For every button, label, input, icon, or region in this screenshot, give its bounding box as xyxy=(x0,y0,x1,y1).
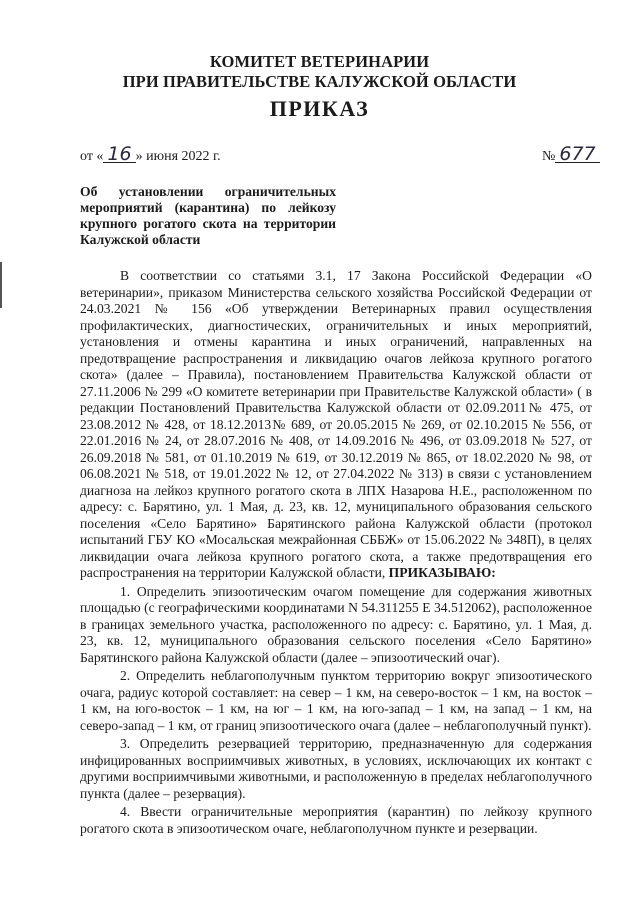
date-suffix: » июня 2022 г. xyxy=(135,149,221,164)
document-number xyxy=(542,143,600,165)
order-item-1: 1. Определить эпизоотическим очагом помещение для содержания животных площадью (с географическими координатами N 54.311255 E 34.512062), расположенное в границах земельного участка, расположенного по адресу: с. Барятино, ул. 1 Мая, д. 23, кв. 12, муниципального образования сельского поселения «Село Барятино» Барятинского района Калужской области (далее – эпизоотический очаг). xyxy=(80,583,592,665)
preamble-text: В соответствии со статьями 3.1, 17 Закона Российской Федерации «О ветеринарии», приказом Министерства сельского хозяйства Российской Федерации от 24.03.2021 № 156 «Об утверждении Ветеринарных правил осуществления профилактических, диагностических, ограничительных и иных мероприятий, установления и отмены карантина и иных ограничений, направленных на предотвращение распространения и ликвидацию очагов лейкоза крупного рогатого скота» (далее – Правила), постановлением Правительства Калужской области от 27.11.2006 № 299 «О комитете ветеринарии при Правительстве Калужской области» ( в редакции Постановлений Правительства Калужской области от 02.09.2011№ 475, от 23.08.2012 № 428, от 18.12.2013№ 689, от 20.05.2015 № 269, от 02.10.2015 № 556, от 22.01.2016 № 24, от 28.07.2016 № 408, от 14.09.2016 № 496, от 03.09.2018 № 527, от 26.09.2018 № 581, от 01.10.2019 № 619, от 30.12.2019 № 865, от 18.02.2020 № 98, от 06.08.2021 № 518, от 19.01.2022 № 12, от 27.04.2022 № 313) в связи с установлением диагноза на лейкоз крупного рогатого скота в ЛПХ Назарова Н.Е., расположенном по адресу: с. Барятино, ул. 1 Мая, д. 23, кв. 12, муниципального образования сельского поселения «Село Барятино» Барятинского района Калужской области (протокол испытаний ГБУ КО «Мосальская межрайонная СББЖ» от 15.06.2022 № 348П), в целях ликвидации очага лейкоза крупного рогатого скота, а также предотвращения его распространения на территории Калужской области, xyxy=(80,268,592,580)
order-item-4: 4. Ввести ограничительные мероприятия (карантин) по лейкозу крупного рогатого скота в эпизоотическом очаге, неблагополучном пункте и резервации. xyxy=(80,804,592,836)
order-item-2: 2. Определить неблагополучным пунктом территорию вокруг эпизоотического очага, радиус которой составляет: на север – 1 км, на северо-восток – 1 км, на восток – 1 км, на юго-восток – 1 км, на юг – 1 км, на юго-запад – 1 км, на запад – 1 км, на северо-запад – 1 км, от границ эпизоотического очага (далее – неблагополучный пункт). xyxy=(80,668,592,733)
scan-margin-mark xyxy=(0,262,2,308)
order-item-3: 3. Определить резервацией территорию, предназначенную для содержания инфицированных восприимчивых животных, в условиях, исключающих их контакт с другими восприимчивыми животными, и расположенную в пределах неблагополучного пункта (далее – резервация). xyxy=(80,736,592,801)
handwritten-number: 677 xyxy=(555,146,599,163)
org-name-line2: ПРИ ПРАВИТЕЛЬСТВЕ КАЛУЖСКОЙ ОБЛАСТИ xyxy=(122,72,517,91)
handwritten-day: 16 xyxy=(103,146,135,163)
document-subject: Об установлении ограничительных мероприятий (карантина) по лейкозу крупного рогатого скота на территории Калужской области xyxy=(80,184,336,247)
date-prefix: от « xyxy=(80,149,104,164)
document-date xyxy=(80,143,221,165)
order-word: ПРИКАЗЫВАЮ: xyxy=(388,565,496,580)
document-title: ПРИКАЗ xyxy=(269,96,370,121)
preamble-paragraph xyxy=(80,268,592,582)
number-prefix: № xyxy=(542,149,556,164)
document-body xyxy=(80,268,592,837)
org-name-line1: КОМИТЕТ ВЕТЕРИНАРИИ xyxy=(209,52,430,71)
